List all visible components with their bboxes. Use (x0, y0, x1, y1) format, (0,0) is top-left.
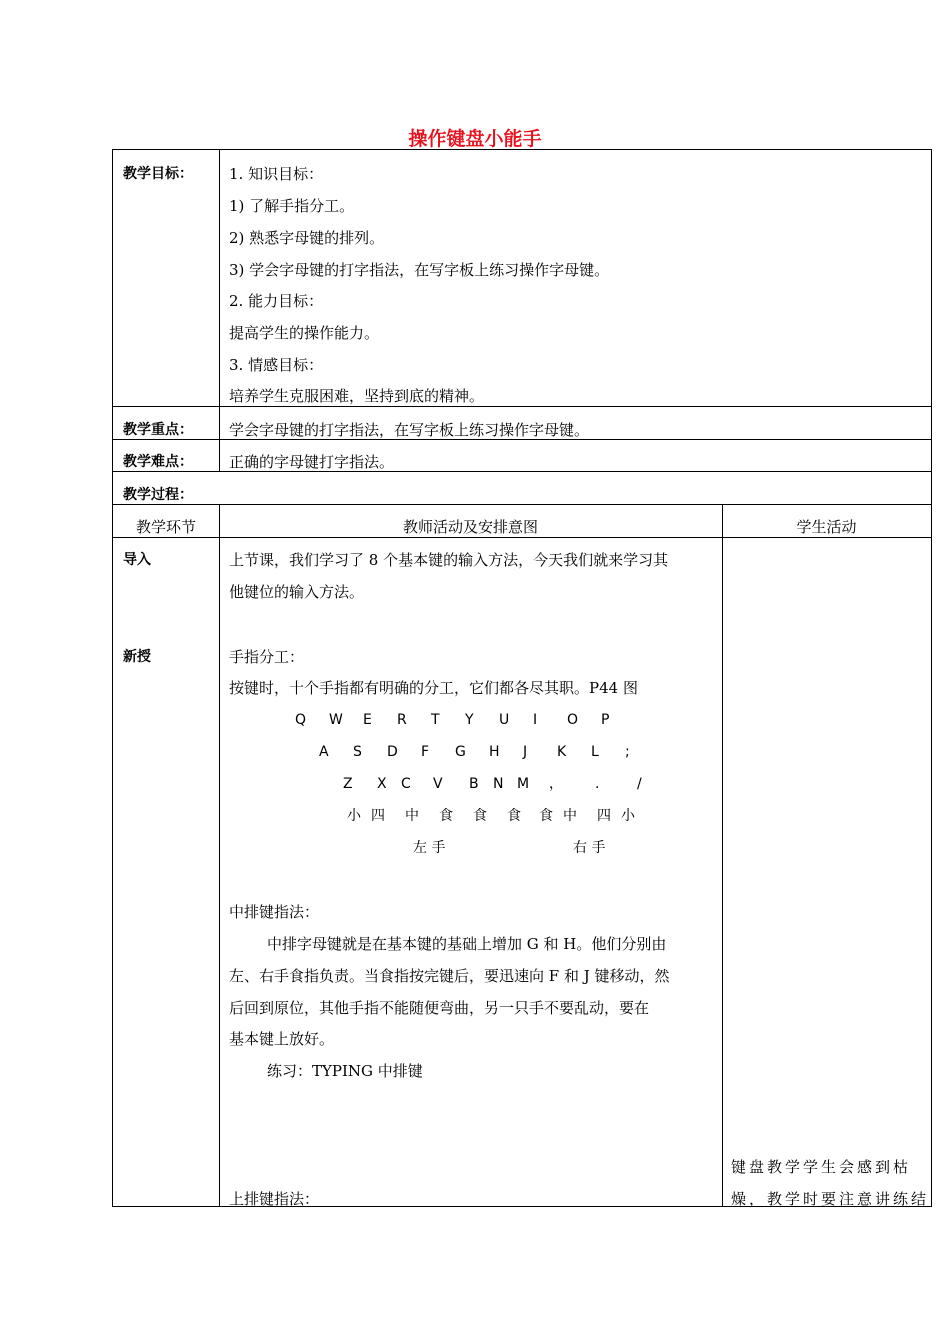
finger-title: 手指分工： (229, 648, 305, 666)
middle-line: 后回到原位，其他手指不能随便弯曲，另一只手不要乱动，要在 (229, 999, 650, 1017)
key-row3: C (401, 776, 411, 792)
finger-label: 小 (347, 808, 361, 824)
intro-line: 他键位的输入方法。 (229, 583, 365, 601)
key-row3: M (517, 776, 530, 792)
key-row1: O (567, 712, 579, 728)
key-row3: Z (343, 776, 353, 792)
header-student: 学生活动 (796, 518, 857, 536)
row-divider (113, 406, 931, 407)
finger-label: 食 (539, 808, 553, 824)
key-row3: / (637, 776, 642, 792)
key-row3: ， (549, 776, 563, 792)
goals-label: 教学目标： (123, 166, 193, 182)
goal-line: 提高学生的操作能力。 (229, 324, 380, 342)
right-hand-label: 右 手 (573, 840, 606, 856)
key-point-label: 教学重点： (123, 422, 193, 438)
key-row2: ; (625, 744, 630, 760)
intro-line: 上节课，我们学习了 8 个基本键的输入方法，今天我们就来学习其 (229, 551, 669, 569)
key-row1: U (499, 712, 510, 728)
key-row1: R (397, 712, 407, 728)
key-row3: B (469, 776, 479, 792)
row-divider (113, 504, 931, 505)
key-row2: K (557, 744, 567, 760)
middle-line: 基本键上放好。 (229, 1030, 335, 1048)
goal-line: 3) 学会字母键的打字指法，在写字板上练习操作字母键。 (229, 261, 610, 279)
student-line: 燥，教学时要注意讲练结 (731, 1190, 930, 1208)
goal-line: 1. 知识目标： (229, 165, 324, 183)
key-row3: . (595, 776, 600, 792)
difficulty-label: 教学难点： (123, 454, 193, 470)
stage-new: 新授 (123, 649, 151, 665)
key-row1: W (329, 712, 343, 728)
middle-line: 中排字母键就是在基本键的基础上增加 G 和 H。他们分别由 (267, 935, 667, 953)
difficulty-text: 正确的字母键打字指法。 (229, 453, 395, 471)
key-row2: G (455, 744, 466, 760)
key-row2: S (353, 744, 362, 760)
stage-intro: 导入 (123, 552, 151, 568)
key-row1: Q (295, 712, 307, 728)
row-divider (113, 537, 931, 538)
finger-label: 小 (621, 808, 635, 824)
col-divider (722, 504, 723, 1207)
key-row2: H (489, 744, 500, 760)
key-row1: P (601, 712, 610, 728)
left-hand-label: 左 手 (413, 840, 446, 856)
key-row1: T (431, 712, 440, 728)
practice-text: 练习：TYPING 中排键 (267, 1062, 423, 1080)
goal-line: 培养学生克服困难，坚持到底的精神。 (229, 387, 485, 405)
key-row3: V (433, 776, 443, 792)
middle-title: 中排键指法： (229, 903, 320, 921)
key-row3: N (493, 776, 504, 792)
goal-line: 2. 能力目标： (229, 292, 324, 310)
process-label: 教学过程： (123, 487, 193, 503)
finger-label: 四 (597, 808, 611, 824)
key-row1: E (363, 712, 372, 728)
finger-desc: 按键时，十个手指都有明确的分工，它们都各尽其职。P44 图 (229, 679, 638, 697)
finger-label: 中 (563, 808, 577, 824)
col-divider (219, 504, 220, 1207)
header-teacher: 教师活动及安排意图 (402, 518, 538, 536)
key-row3: X (377, 776, 387, 792)
key-row1: I (533, 712, 538, 728)
key-point-text: 学会字母键的打字指法，在写字板上练习操作字母键。 (229, 421, 590, 439)
finger-label: 食 (439, 808, 453, 824)
finger-label: 食 (507, 808, 521, 824)
upper-title: 上排键指法： (229, 1190, 320, 1208)
key-row2: A (319, 744, 329, 760)
key-row2: F (421, 744, 430, 760)
key-row2: L (591, 744, 599, 760)
student-line: 键盘教学学生会感到枯 (731, 1158, 912, 1176)
col-divider (219, 150, 220, 471)
key-row2: J (523, 744, 528, 760)
finger-label: 食 (473, 808, 487, 824)
finger-label: 中 (405, 808, 419, 824)
key-row1: Y (465, 712, 474, 728)
page-title: 操作键盘小能手 (408, 128, 542, 150)
key-row2: D (387, 744, 398, 760)
middle-line: 左、右手食指负责。当食指按完键后，要迅速向 F 和 J 键移动，然 (229, 967, 670, 985)
lesson-table (112, 149, 932, 1207)
goal-line: 2) 熟悉字母键的排列。 (229, 229, 385, 247)
goal-line: 3. 情感目标： (229, 356, 324, 374)
finger-label: 四 (371, 808, 385, 824)
header-stage: 教学环节 (135, 518, 196, 536)
goal-line: 1) 了解手指分工。 (229, 197, 355, 215)
